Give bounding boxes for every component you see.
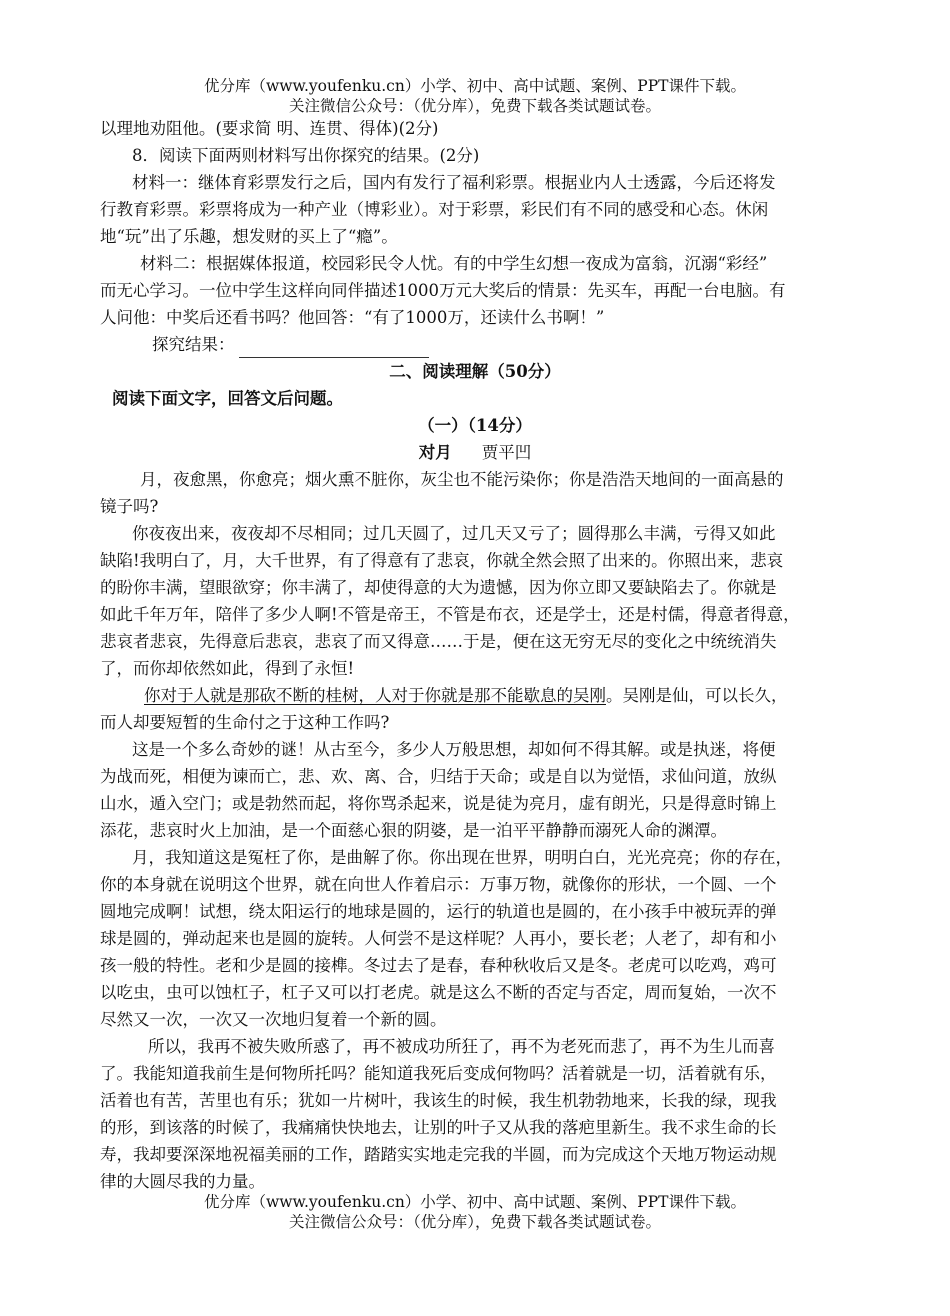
paragraph-5-line-4: 球是圆的，弹动起来也是圆的旋转。人何尝不是这样呢？人再小，要长老；人老了，却有和小 <box>100 929 777 948</box>
paragraph-5-line-3: 圆地完成啊！试想，绕太阳运行的地球是圆的，运行的轨道也是圆的，在小孩手中被玩弄的弹 <box>100 902 777 921</box>
paragraph-5-line-5: 孩一般的特性。老和少是圆的接榫。冬过去了是春，春种秋收后又是冬。老虎可以吃鸡，鸡可 <box>100 956 777 975</box>
question-8-title: 8．阅读下面两则材料写出你探究的结果。(2分) <box>132 146 480 165</box>
header-line-1: 优分库（www.youfenku.cn）小学、初中、高中试题、案例、PPT课件下载。 <box>203 77 747 95</box>
inquiry-result-label: 探究结果： <box>152 335 235 354</box>
material-2-line-3: 人问他：中奖后还看书吗？他回答：“有了1000万，还读什么书啊！” <box>100 308 605 327</box>
underlined-sentence: 你对于人就是那砍不断的桂树，人对于你就是那不能歇息的吴刚 <box>144 686 606 705</box>
paragraph-6-line-2: 了。我能知道我前生是何物所托吗？能知道我死后变成何物吗？活着就是一切，活着就有乐， <box>100 1064 777 1083</box>
paragraph-4-line-4: 添花，悲哀时火上加油，是一个面慈心狠的阴婆，是一泊平平静静而溺死人命的渊潭。 <box>100 821 727 840</box>
paragraph-6-line-5: 寿，我却要深深地祝福美丽的工作，踏踏实实地走完我的半圆，而为完成这个天地万物运动规 <box>100 1145 777 1164</box>
paragraph-2-line-2: 缺陷!我明白了，月，大千世界，有了得意有了悲哀，你就全然会照了出来的。你照出来，悲哀 <box>100 551 784 570</box>
paragraph-3-line-1 <box>144 682 904 709</box>
paragraph-2-line-4: 如此千年万年，陪伴了多少人啊!不管是帝王，不管是布衣，还是学士，还是村儒，得意者得意， <box>100 605 800 624</box>
header-line-2: 关注微信公众号：（优分库），免费下载各类试题试卷。 <box>288 97 661 115</box>
footer-line-1: 优分库（www.youfenku.cn）小学、初中、高中试题、案例、PPT课件下载。 <box>203 1193 747 1211</box>
article-title: 对月 <box>418 443 452 462</box>
reading-instruction: 阅读下面文字，回答文后问题。 <box>112 389 343 408</box>
material-2-line-2: 而无心学习。一位中学生这样向同伴描述1000万元大奖后的情景：先买车，再配一台电脑。有 <box>100 281 786 300</box>
question-7-tail: 以理地劝阻他。(要求简 明、连贯、得体)(2分) <box>100 119 439 138</box>
paragraph-3-line-2: 而人却要短暂的生命付之于这种工作吗? <box>100 713 390 732</box>
material-1-line-3: 地“玩”出了乐趣，想发财的买上了“瘾”。 <box>100 227 398 246</box>
paragraph-4-line-3: 山水，遁入空门；或是勃然而起，将你骂杀起来，说是徒为亮月，虚有朗光，只是得意时锦上 <box>100 794 777 813</box>
footer-line-2: 关注微信公众号：（优分库），免费下载各类试题试卷。 <box>288 1213 661 1231</box>
paragraph-6-line-4: 的形，到该落的时候了，我痛痛快快地去，让别的叶子又从我的落疤里新生。我不求生命的长 <box>100 1118 777 1137</box>
article-author: 贾平凹 <box>481 443 532 462</box>
paragraph-4-line-1: 这是一个多么奇妙的谜！从古至今，多少人万般思想，却如何不得其解。或是执迷，将便 <box>132 740 776 759</box>
paragraph-5-line-2: 你的本身就在说明这个世界，就在向世人作着启示：万事万物，就像你的形状，一个圆、一个 <box>100 875 777 894</box>
part-1-heading: （一）（14分） <box>418 416 532 435</box>
answer-blank[interactable] <box>239 341 429 358</box>
material-1-line-1: 材料一：继体育彩票发行之后，国内有发行了福利彩票。根据业内人士透露，今后还将发 <box>132 173 776 192</box>
material-1-line-2: 行教育彩票。彩票将成为一种产业（博彩业）。对于彩票，彩民们有不同的感受和心态。休闲 <box>100 200 769 219</box>
paragraph-5-line-6: 以吃虫，虫可以蚀杠子，杠子又可以打老虎。就是这么不断的否定与否定，周而复始，一次不 <box>100 983 777 1002</box>
paragraph-4-line-2: 为战而死，相便为谏而亡，悲、欢、离、合，归结于天命；或是自以为觉悟，求仙问道，放纵 <box>100 767 777 786</box>
article-heading <box>0 439 950 466</box>
paragraph-2-line-6: 了，而你却依然如此，得到了永恒! <box>100 659 355 678</box>
inquiry-result <box>152 331 912 358</box>
paragraph-1-line-1: 月，夜愈黑，你愈亮；烟火熏不脏你，灰尘也不能污染你；你是浩浩天地间的一面高悬的 <box>140 470 784 489</box>
paragraph-5-line-1: 月，我知道这是冤枉了你，是曲解了你。你出现在世界，明明白白，光光亮亮；你的存在， <box>132 848 792 867</box>
paragraph-3-rest: 。吴刚是仙，可以长久， <box>606 686 788 705</box>
paragraph-5-line-7: 尽然又一次，一次又一次地归复着一个新的圆。 <box>100 1010 447 1029</box>
paragraph-6-line-6: 律的大圆尽我的力量。 <box>100 1172 265 1191</box>
material-2-line-1: 材料二：根据媒体报道，校园彩民令人忧。有的中学生幻想一夜成为富翁，沉溺“彩经” <box>140 254 768 273</box>
section-2-title: 二、阅读理解（50分） <box>389 362 561 381</box>
paragraph-2-line-3: 的盼你丰满，望眼欲穿；你丰满了，却使得意的大为遗憾，因为你立即又要缺陷去了。你就是 <box>100 578 777 597</box>
paragraph-2-line-1: 你夜夜出来，夜夜却不尽相同；过几天圆了，过几天又亏了；圆得那么丰满，亏得又如此 <box>132 524 776 543</box>
paragraph-6-line-3: 活着也有苦，苦里也有乐；犹如一片树叶，我该生的时候，我生机勃勃地来，长我的绿，现我 <box>100 1091 777 1110</box>
paragraph-6-line-1: 所以，我再不被失败所惑了，再不被成功所狂了，再不为老死而悲了，再不为生儿而喜 <box>148 1037 775 1056</box>
paragraph-1-line-2: 镜子吗? <box>100 497 159 516</box>
paragraph-2-line-5: 悲哀者悲哀，先得意后悲哀，悲哀了而又得意……于是，便在这无穷无尽的变化之中统统消失 <box>100 632 777 651</box>
